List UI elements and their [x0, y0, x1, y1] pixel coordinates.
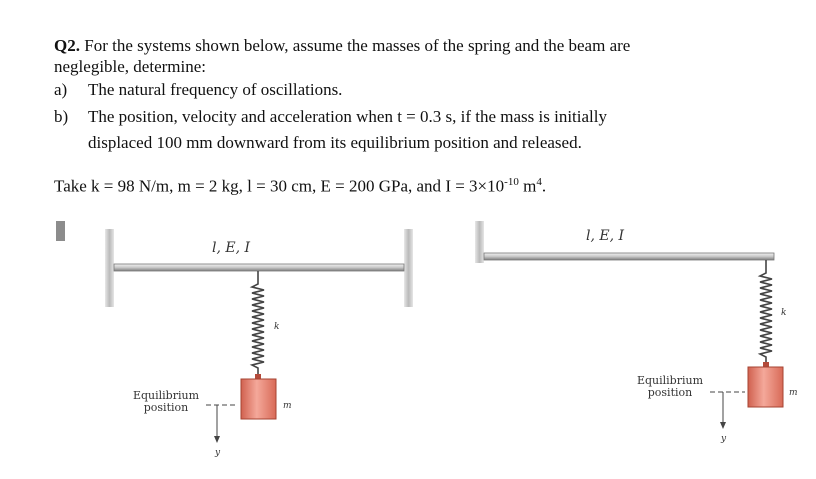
part-b-text-cont: displaced 100 mm downward from its equilibrium position and released.: [88, 133, 582, 152]
spring-label: k: [274, 322, 280, 332]
part-b-label: b): [54, 107, 69, 126]
left-diagram: [105, 229, 413, 458]
cantilever-mass-label: m: [789, 388, 798, 398]
right-diagram: [475, 221, 798, 444]
right-wall: [404, 229, 413, 307]
cantilever-y-axis-label: y: [721, 434, 727, 444]
cantilever-mass: [748, 367, 783, 407]
given-prefix: Take: [54, 176, 92, 196]
part-a-label: a): [54, 80, 68, 99]
spring: [252, 271, 264, 374]
question-line-1: For the systems shown below, assume the masses of the spring and the beam are: [84, 36, 631, 55]
question-number: Q2.: [54, 36, 80, 55]
part-a-text: The natural frequency of oscillations.: [88, 80, 343, 99]
given-I: I = 3×10: [445, 176, 505, 196]
mass: [241, 379, 276, 419]
question-line-2: neglegible, determine:: [54, 57, 206, 76]
beam-label: l, E, I: [212, 240, 251, 256]
given-l: l = 30 cm,: [247, 176, 321, 196]
beam: [114, 264, 404, 271]
given-suffix: .: [541, 176, 547, 196]
given-k: k = 98 N/m,: [91, 176, 178, 196]
position-label: position: [143, 401, 189, 414]
given-I-unit: m: [518, 176, 537, 196]
equilibrium-label: Equilibrium: [132, 389, 200, 402]
given-I-exponent: -10: [504, 176, 519, 188]
cantilever-wall: [475, 221, 484, 263]
y-axis-arrow: [214, 436, 220, 443]
cantilever-mass-hook: [763, 362, 769, 367]
cantilever-beam: [484, 253, 774, 260]
cantilever-spring-label: k: [781, 308, 787, 318]
mass-hook: [255, 374, 261, 379]
cantilever-position-label: position: [647, 386, 693, 399]
cantilever-spring: [760, 260, 772, 362]
left-wall: [105, 229, 114, 307]
cantilever-beam-label: l, E, I: [586, 228, 625, 244]
y-axis-label: y: [215, 448, 221, 458]
part-b-text: The position, velocity and acceleration when t = 0.3 s, if the mass is initially: [88, 107, 607, 126]
given-m: m = 2 kg,: [177, 176, 248, 196]
given-I-unit-exponent: 4: [536, 176, 542, 188]
mass-label: m: [283, 401, 292, 411]
cantilever-equilibrium-label: Equilibrium: [636, 374, 704, 387]
cantilever-y-axis-arrow: [720, 422, 726, 429]
given-E: E = 200 GPa, and: [320, 176, 446, 196]
